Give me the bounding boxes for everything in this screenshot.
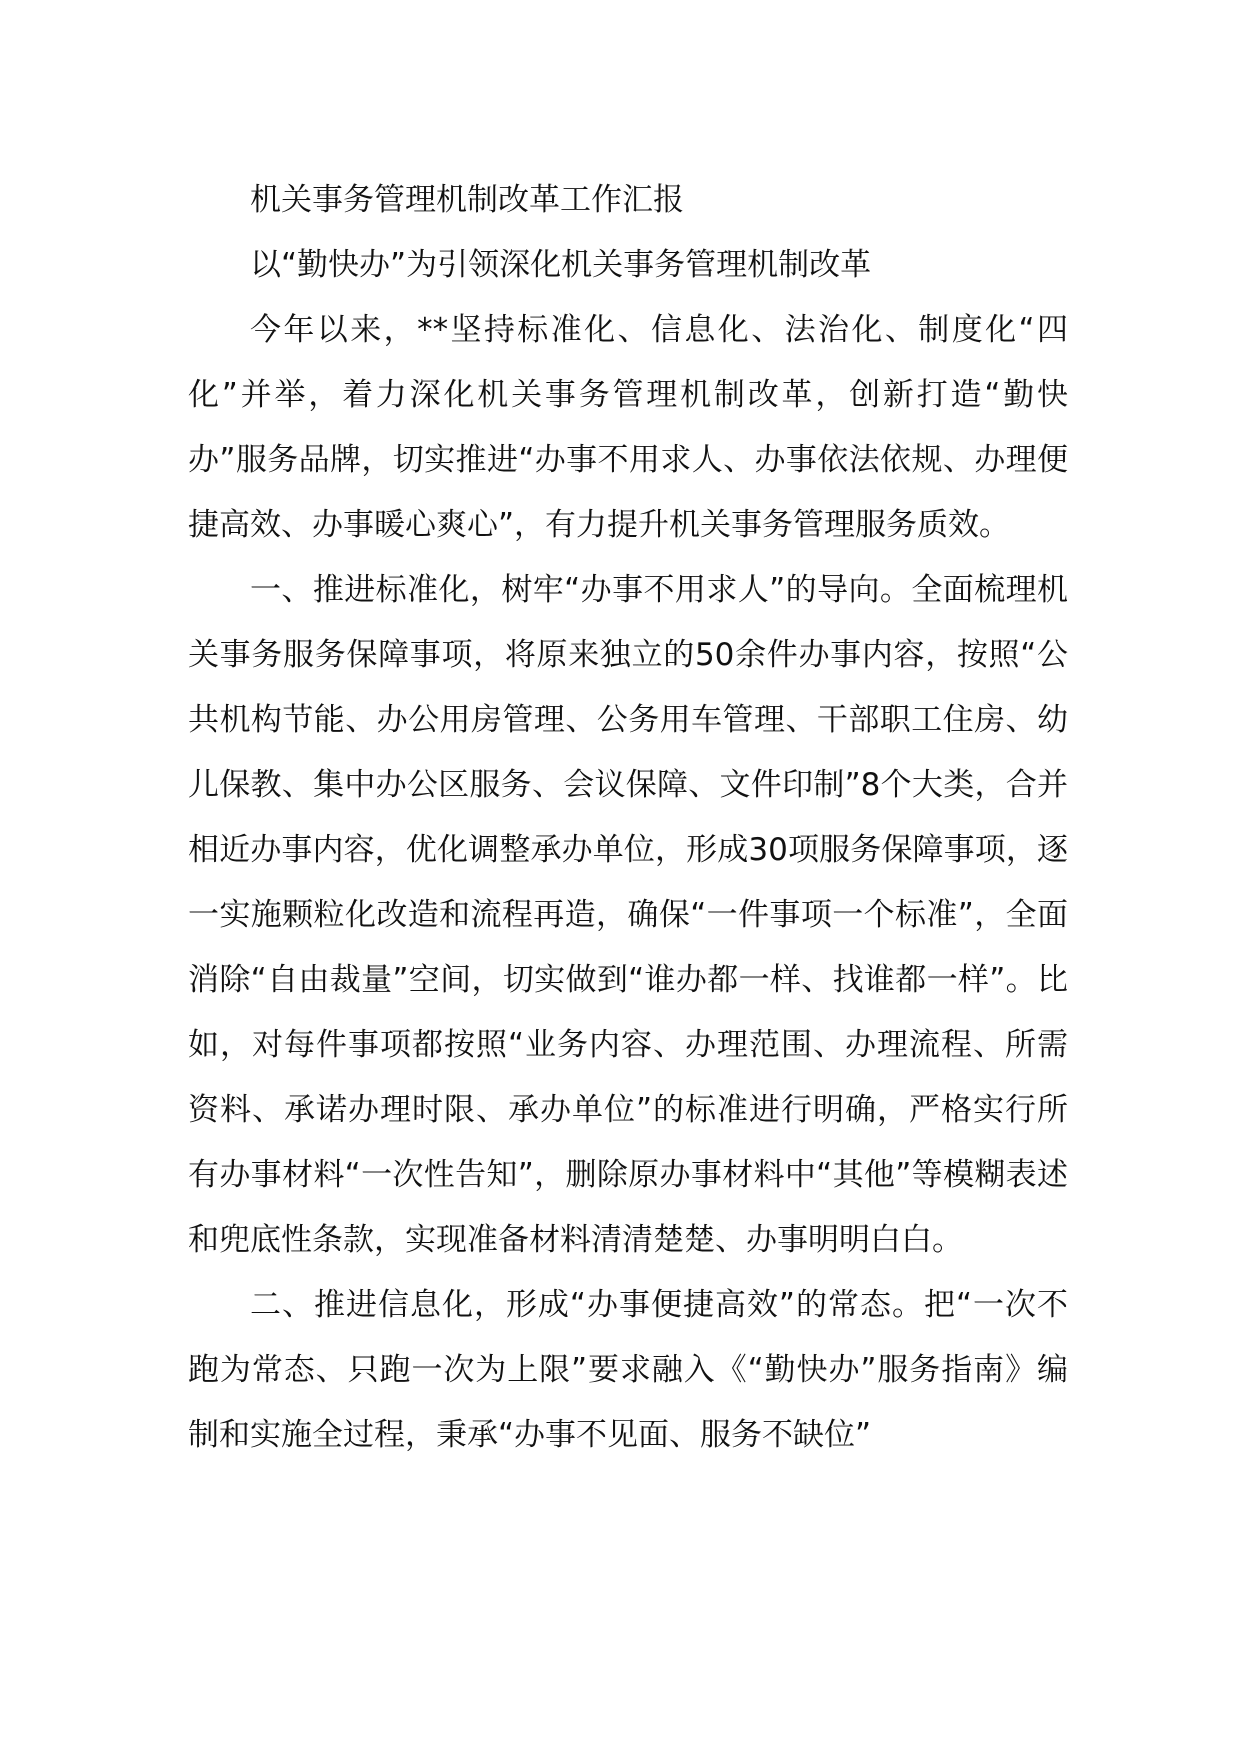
document-subtitle: 以“勤快办”为引领深化机关事务管理机制改革 bbox=[250, 247, 872, 283]
document-title: 机关事务管理机制改革工作汇报 bbox=[250, 182, 684, 218]
paragraph-standardization: 一、推进标准化，树牢“办事不用求人”的导向。全面梳理机关事务服务保障事项，将原来独立的50余件办事内容，按照“公共机构节能、办公用房管理、公务用车管理、干部职工住房、幼儿保教、集中办公区服务、会议保障、文件印制”8个大类，合并相近办事内容，优化调整承办单位，形成30项服务保障事项，逐一实施颗粒化改造和流程再造，确保“一件事项一个标准”，全面消除“自由裁量”空间，切实做到“谁办都一样、找谁都一样”。比如，对每件事项都按照“业务内容、办理范围、办理流程、所需资料、承诺办理时限、承办单位”的标准进行明确，严格实行所有办事材料“一次性告知”，删除原办事材料中“其他”等模糊表述和兜底性条款，实现准备材料清清楚楚、办事明明白白。 bbox=[188, 572, 1068, 1258]
paragraph-intro: 今年以来，**坚持标准化、信息化、法治化、制度化“四化”并举，着力深化机关事务管理机制改革，创新打造“勤快办”服务品牌，切实推进“办事不用求人、办事依法依规、办理便捷高效、办事暖心爽心”，有力提升机关事务管理服务质效。 bbox=[188, 312, 1068, 543]
document-body bbox=[188, 168, 1068, 1468]
paragraph-informatization: 二、推进信息化，形成“办事便捷高效”的常态。把“一次不跑为常态、只跑一次为上限”要求融入《“勤快办”服务指南》编制和实施全过程，秉承“办事不见面、服务不缺位” bbox=[188, 1287, 1068, 1453]
